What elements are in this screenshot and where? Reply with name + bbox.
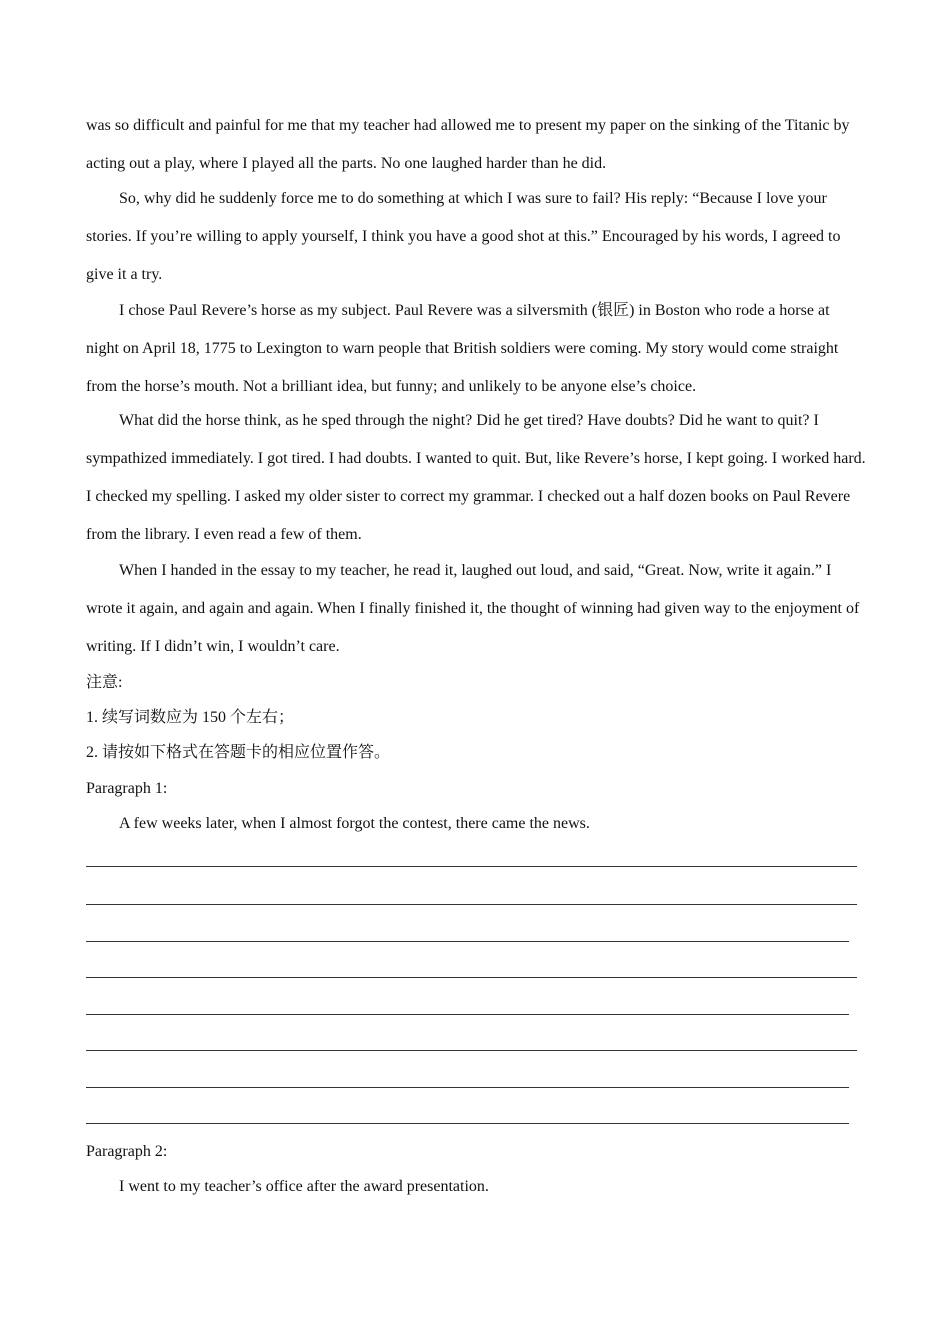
note-item-2: 2. 请按如下格式在答题卡的相应位置作答。 (86, 744, 391, 761)
paragraph-1-label: Paragraph 1: (86, 780, 168, 797)
passage-paragraph-4: When I handed in the essay to my teacher, he read it, laughed out loud, and said, “Great. Now, write it again.” I wrote it again, and again and again. When I finally finished it, the thought of winning had given way to the enjoyment of writing. If I didn’t win, I wouldn’t care. (86, 562, 860, 655)
paragraph-2-label: Paragraph 2: (86, 1143, 168, 1160)
answer-line[interactable] (86, 866, 857, 867)
note-item-1: 1. 续写词数应为 150 个左右； (86, 709, 295, 726)
answer-line[interactable] (86, 1123, 849, 1124)
answer-line[interactable] (86, 1014, 849, 1015)
answer-line[interactable] (86, 1050, 857, 1051)
answer-line[interactable] (86, 1087, 849, 1088)
passage-paragraph-2: I chose Paul Revere’s horse as my subject. Paul Revere was a silversmith (银匠) in Boston who rode a horse at night on April 18, 1775 to Lexington to warn people that British soldiers were coming. My story would come straight from the horse’s mouth. Not a brilliant idea, but funny; and unlikely to be anyone else’s choice. (86, 302, 839, 395)
passage-paragraph-3: What did the horse think, as he sped through the night? Did he get tired? Have doubts? Did he want to quit? I sympathized immediately. I got tired. I had doubts. I wanted to quit. But, like Revere’s horse, I kept going. I worked hard. I checked my spelling. I asked my older sister to correct my grammar. I checked out a half dozen books on Paul Revere from the library. I even read a few of them. (86, 412, 866, 543)
answer-line[interactable] (86, 977, 857, 978)
paragraph-2-opening: I went to my teacher’s office after the award presentation. (119, 1178, 489, 1195)
answer-line[interactable] (86, 941, 849, 942)
passage-paragraph-1: So, why did he suddenly force me to do something at which I was sure to fail? His reply: “Because I love your stories. If you’re willing to apply yourself, I think you have a good shot at this.” Encouraged by his words, I agreed to give it a try. (86, 190, 841, 283)
passage-continued-paragraph: was so difficult and painful for me that my teacher had allowed me to present my paper on the sinking of the Titanic by acting out a play, where I played all the parts. No one laughed harder than he did. (86, 117, 850, 172)
notes-heading: 注意: (86, 674, 123, 691)
answer-line[interactable] (86, 904, 857, 905)
paragraph-1-opening: A few weeks later, when I almost forgot the contest, there came the news. (119, 815, 590, 832)
